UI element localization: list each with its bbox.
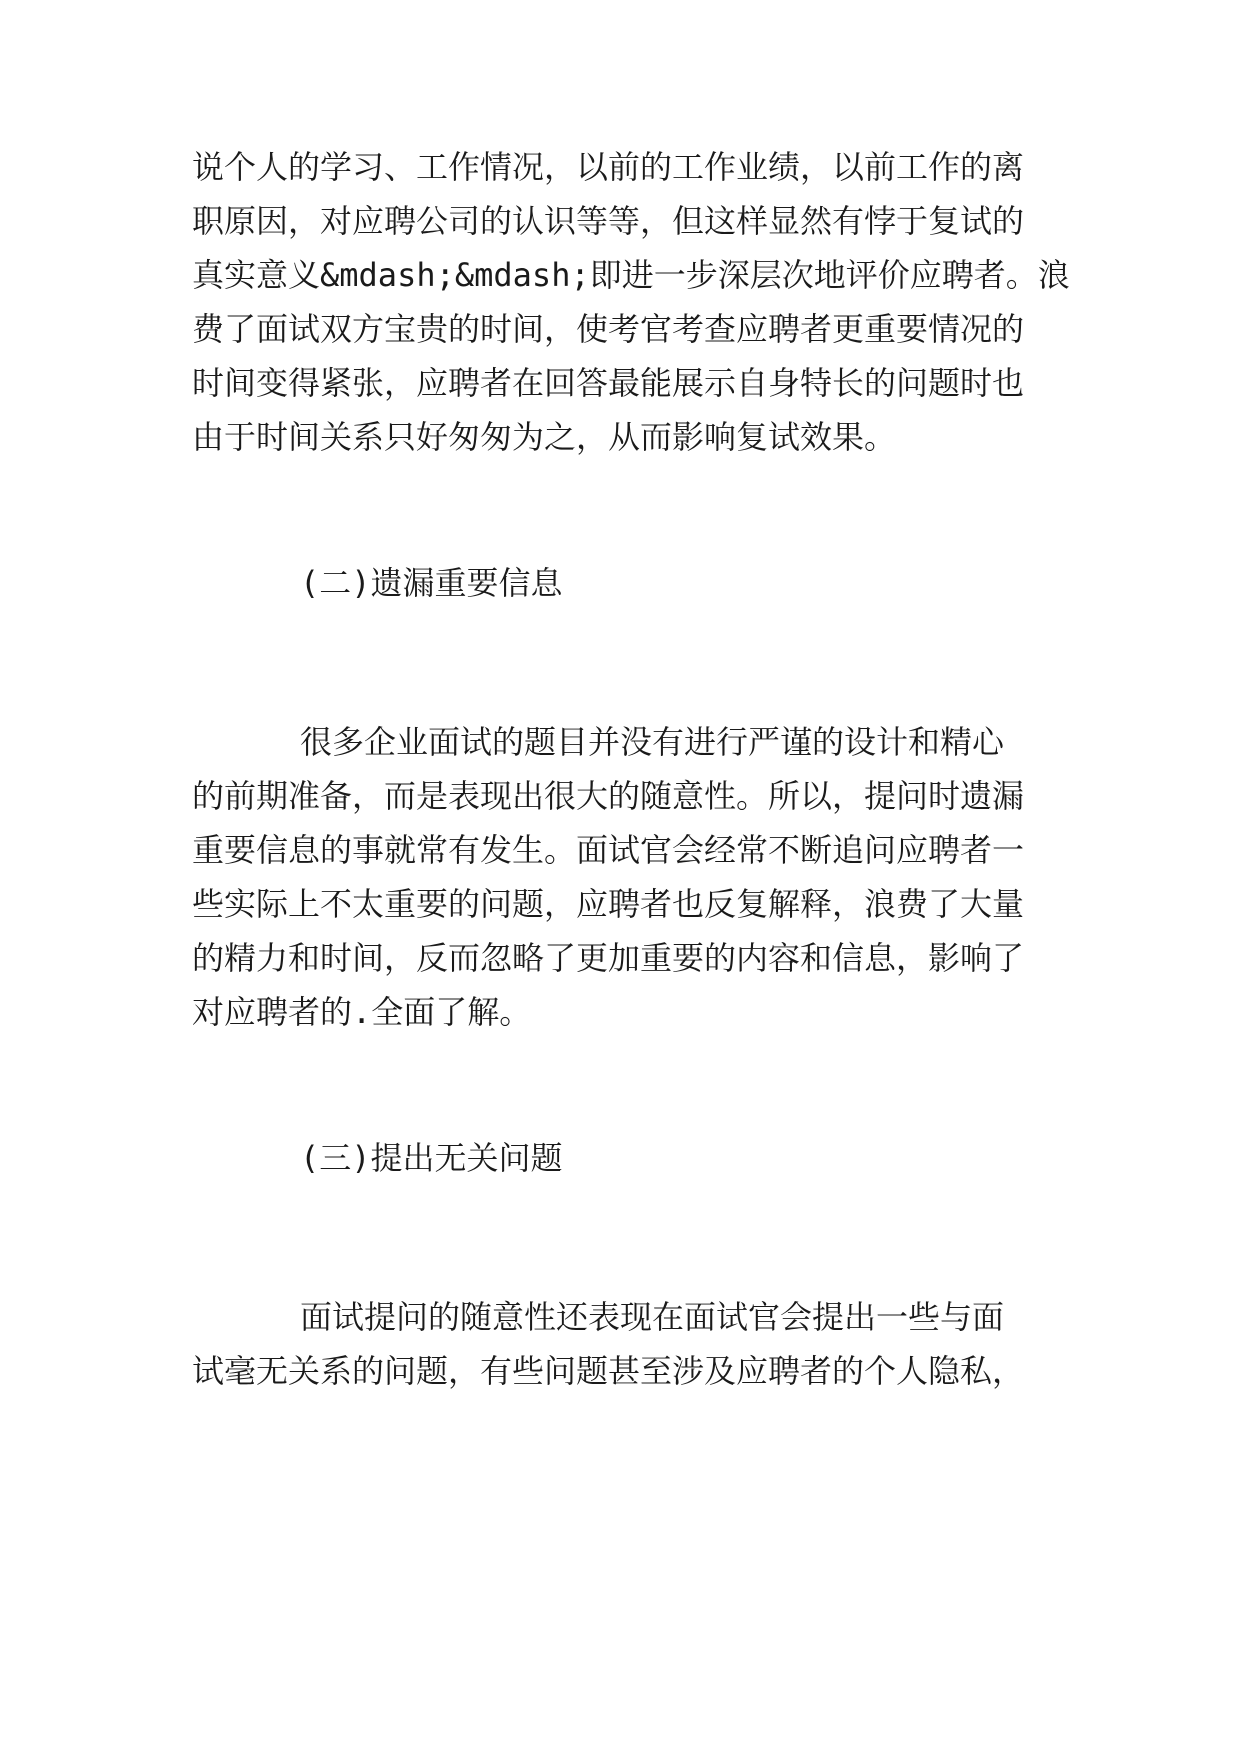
paragraph-1-line-1: 说个人的学习、工作情况，以前的工作业绩，以前工作的离 bbox=[192, 148, 1025, 186]
paragraph-3-line-1: 面试提问的随意性还表现在面试官会提出一些与面 bbox=[300, 1298, 1005, 1336]
paragraph-2-line-2: 的前期准备，而是表现出很大的随意性。所以，提问时遗漏 bbox=[192, 777, 1025, 815]
paragraph-2-line-1: 很多企业面试的题目并没有进行严谨的设计和精心 bbox=[300, 723, 1005, 761]
section-heading-3: (三)提出无关问题 bbox=[300, 1139, 563, 1177]
paragraph-2-line-4: 些实际上不太重要的问题，应聘者也反复解释，浪费了大量 bbox=[192, 885, 1025, 923]
section-heading-2: (二)遗漏重要信息 bbox=[300, 564, 563, 602]
paragraph-2-line-3: 重要信息的事就常有发生。面试官会经常不断追问应聘者一 bbox=[192, 831, 1025, 869]
paragraph-1-line-4: 费了面试双方宝贵的时间，使考官考查应聘者更重要情况的 bbox=[192, 310, 1025, 348]
paragraph-1-line-6: 由于时间关系只好匆匆为之，从而影响复试效果。 bbox=[192, 418, 897, 456]
paragraph-1-line-2: 职原因，对应聘公司的认识等等，但这样显然有悖于复试的 bbox=[192, 202, 1025, 240]
paragraph-1-line-3: 真实意义&mdash;&mdash;即进一步深层次地评价应聘者。浪 bbox=[192, 256, 1070, 294]
paragraph-1-line-5: 时间变得紧张，应聘者在回答最能展示自身特长的问题时也 bbox=[192, 364, 1025, 402]
paragraph-2-line-5: 的精力和时间，反而忽略了更加重要的内容和信息，影响了 bbox=[192, 939, 1025, 977]
paragraph-2-line-6: 对应聘者的.全面了解。 bbox=[192, 993, 532, 1031]
paragraph-3-line-2: 试毫无关系的问题，有些问题甚至涉及应聘者的个人隐私， bbox=[192, 1352, 1025, 1390]
